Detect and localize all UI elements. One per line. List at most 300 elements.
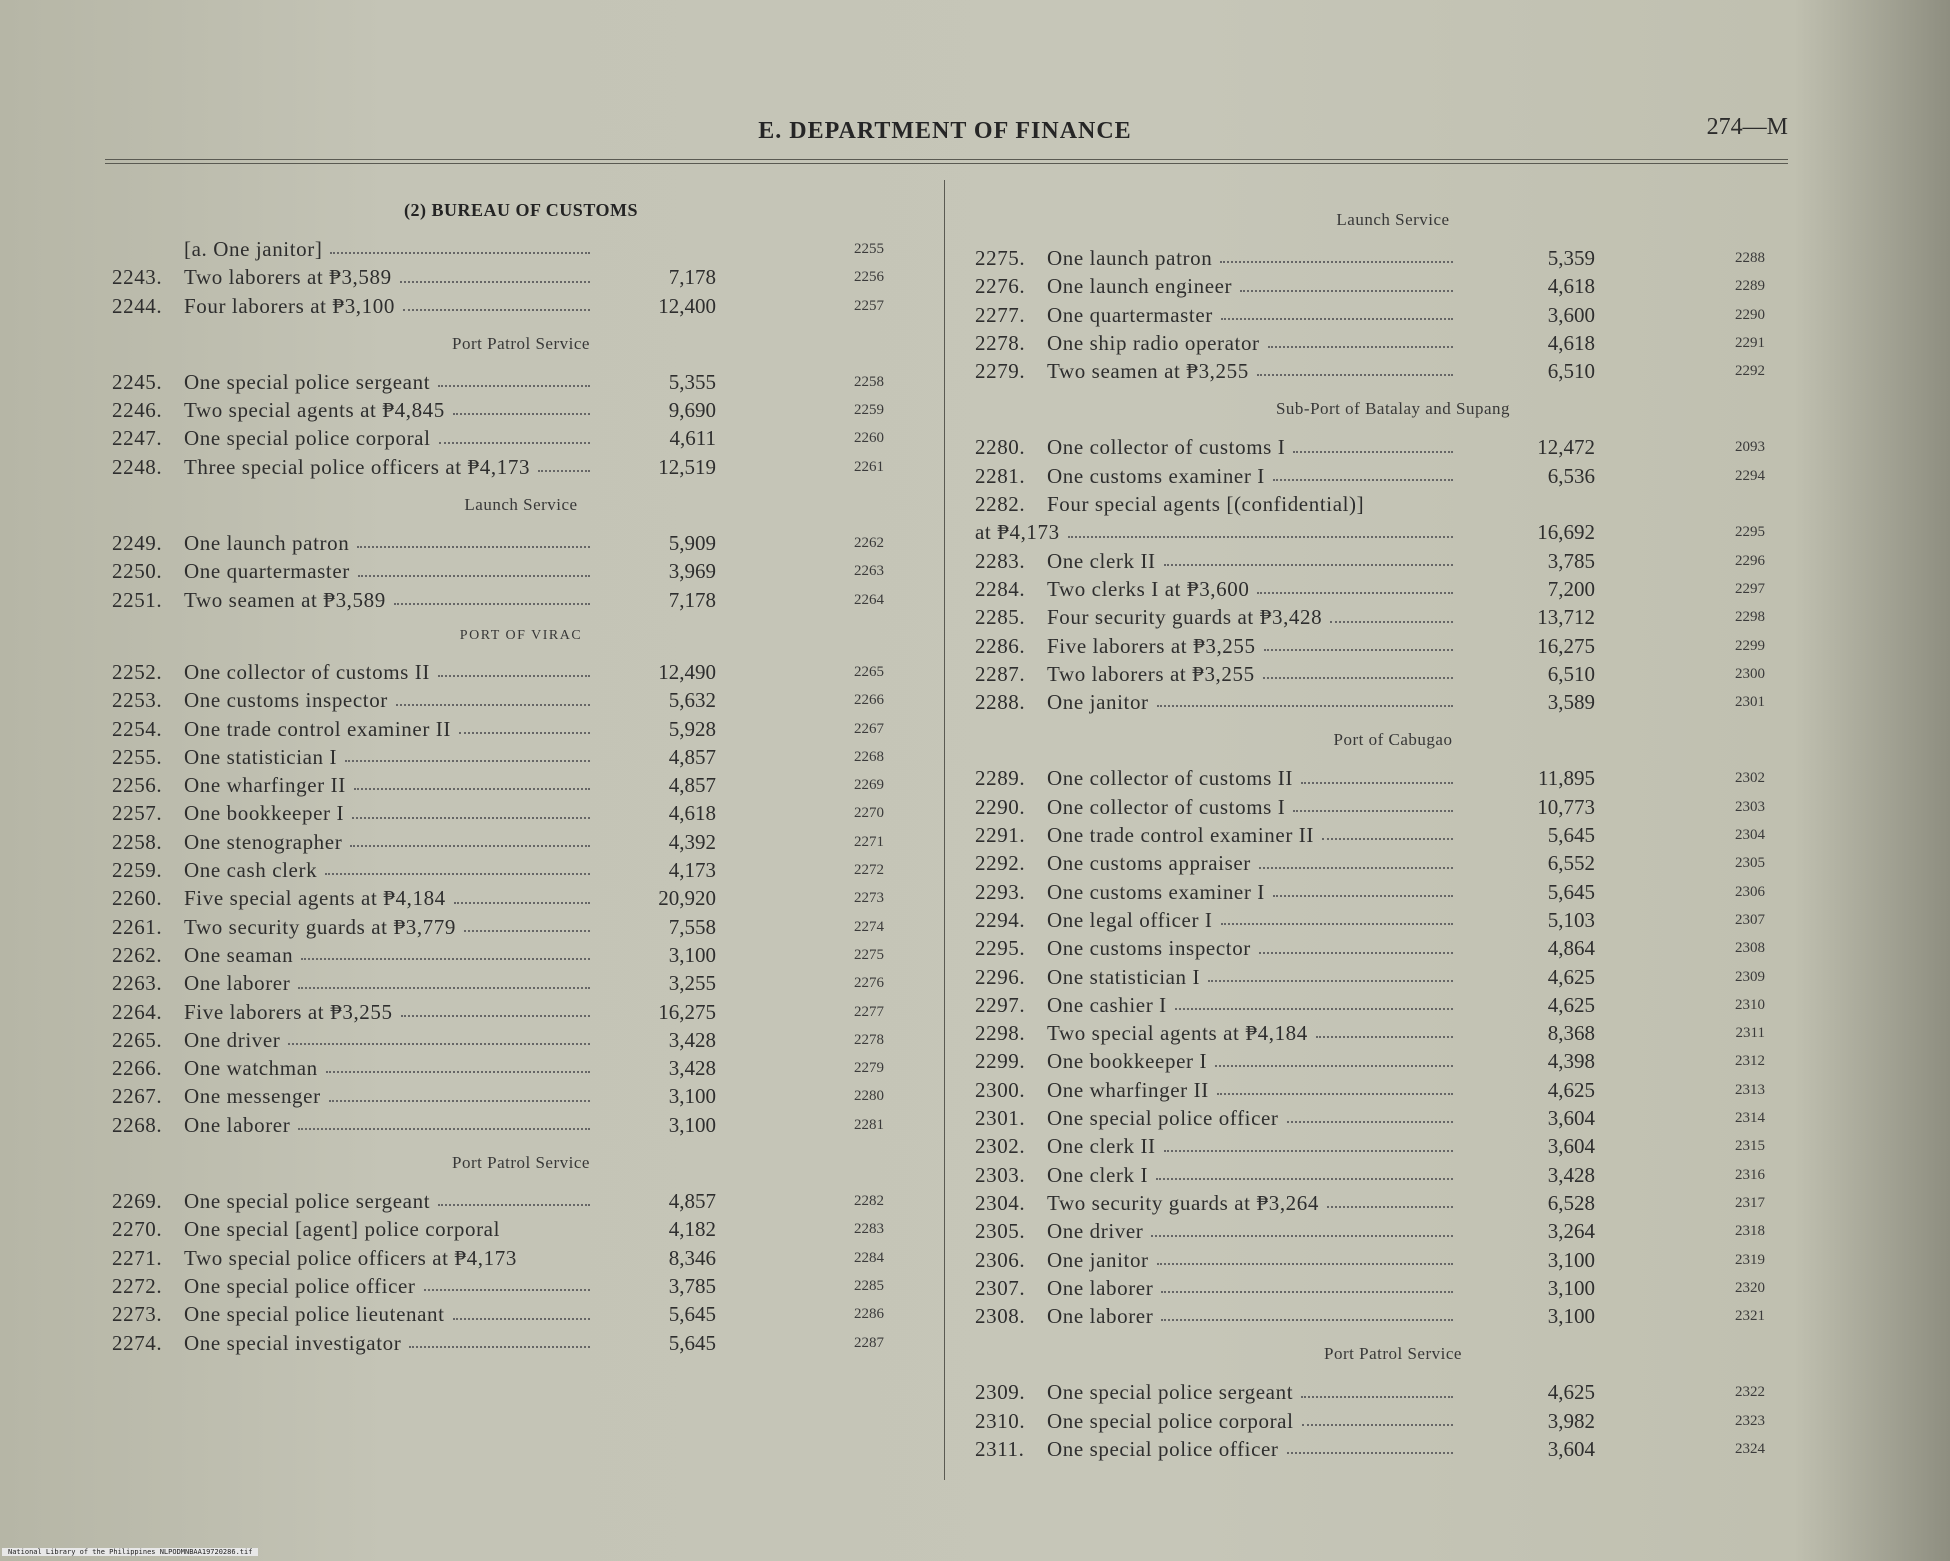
appropriation-row bbox=[112, 263, 930, 291]
dot-leader bbox=[352, 799, 590, 818]
item-description bbox=[975, 764, 1459, 792]
appropriation-row bbox=[112, 969, 930, 997]
item-amount: 12,490 bbox=[658, 659, 716, 684]
item-description bbox=[975, 518, 1459, 546]
item-text: One collector of customs I bbox=[1047, 794, 1286, 819]
item-text: One special police sergeant bbox=[184, 369, 431, 394]
dot-leader bbox=[396, 686, 590, 705]
item-amount: 12,519 bbox=[658, 454, 716, 479]
dot-leader bbox=[1273, 878, 1453, 897]
item-description bbox=[975, 1104, 1459, 1132]
appropriation-row bbox=[975, 547, 1811, 575]
dot-leader bbox=[508, 1215, 590, 1234]
appropriation-row bbox=[975, 603, 1811, 631]
item-number: 2309. bbox=[975, 1380, 1026, 1405]
item-reference-number: 2310 bbox=[1735, 996, 1765, 1013]
item-text: One customs inspector bbox=[1047, 936, 1251, 961]
item-number: 2246. bbox=[112, 398, 163, 423]
item-reference-number: 2292 bbox=[1735, 363, 1765, 380]
dot-leader bbox=[1068, 518, 1453, 537]
item-number: 2286. bbox=[975, 633, 1026, 658]
item-text: One trade control examiner II bbox=[184, 716, 451, 741]
item-text: One watchman bbox=[184, 1056, 318, 1081]
item-amount: 5,645 bbox=[668, 1330, 716, 1355]
item-number: 2265. bbox=[112, 1027, 163, 1052]
item-text: One customs appraiser bbox=[1047, 851, 1251, 876]
item-amount: 3,428 bbox=[1547, 1162, 1595, 1187]
item-number: 2285. bbox=[975, 605, 1026, 630]
item-reference-number: 2093 bbox=[1735, 439, 1765, 456]
item-description bbox=[112, 557, 596, 585]
item-number: 2296. bbox=[975, 964, 1026, 989]
dot-leader bbox=[400, 263, 590, 282]
section-heading: Port Patrol Service bbox=[1324, 1344, 1462, 1364]
dot-leader bbox=[1273, 462, 1453, 481]
dot-leader bbox=[1215, 1047, 1453, 1066]
dot-leader bbox=[288, 1026, 590, 1045]
item-number: 2306. bbox=[975, 1247, 1026, 1272]
item-description bbox=[112, 856, 596, 884]
item-text: One cash clerk bbox=[184, 858, 318, 883]
item-amount: 3,969 bbox=[668, 559, 716, 584]
dot-leader bbox=[409, 1329, 590, 1348]
item-description bbox=[975, 963, 1459, 991]
dot-leader bbox=[298, 1111, 590, 1130]
item-description bbox=[112, 1244, 596, 1272]
appropriation-row bbox=[975, 878, 1811, 906]
item-reference-number: 2306 bbox=[1735, 883, 1765, 900]
item-text: One special police lieutenant bbox=[184, 1302, 445, 1327]
item-reference-number: 2258 bbox=[854, 373, 884, 390]
appropriation-row bbox=[112, 1215, 930, 1243]
item-amount: 5,103 bbox=[1547, 907, 1595, 932]
appropriation-row bbox=[112, 998, 930, 1026]
item-reference-number: 2268 bbox=[854, 748, 884, 765]
item-number: 2264. bbox=[112, 999, 163, 1024]
item-reference-number: 2308 bbox=[1735, 940, 1765, 957]
appropriation-row bbox=[975, 1407, 1811, 1435]
item-description bbox=[975, 632, 1459, 660]
item-amount: 4,625 bbox=[1547, 992, 1595, 1017]
item-reference-number: 2264 bbox=[854, 591, 884, 608]
item-text: One special police corporal bbox=[184, 426, 431, 451]
item-description bbox=[975, 244, 1459, 272]
item-reference-number: 2313 bbox=[1735, 1081, 1765, 1098]
item-amount: 4,864 bbox=[1547, 936, 1595, 961]
item-amount: 8,346 bbox=[668, 1245, 716, 1270]
item-text: One customs inspector bbox=[184, 688, 388, 713]
appropriation-row bbox=[975, 462, 1811, 490]
item-number bbox=[112, 235, 184, 263]
item-number: 2279. bbox=[975, 359, 1026, 384]
item-number: 2250. bbox=[112, 559, 163, 584]
section-heading: (2) BUREAU OF CUSTOMS bbox=[403, 200, 638, 220]
item-reference-number: 2265 bbox=[854, 663, 884, 680]
appropriation-row bbox=[975, 906, 1811, 934]
item-number: 2288. bbox=[975, 690, 1026, 715]
item-number: 2255. bbox=[112, 744, 163, 769]
item-reference-number: 2315 bbox=[1735, 1138, 1765, 1155]
item-amount: 5,909 bbox=[668, 531, 716, 556]
page-number: 274—M bbox=[1706, 114, 1788, 140]
item-description bbox=[112, 771, 596, 799]
dot-leader bbox=[1208, 963, 1453, 982]
dot-leader bbox=[1372, 490, 1453, 509]
item-amount: 3,604 bbox=[1547, 1436, 1595, 1461]
item-description bbox=[975, 1274, 1459, 1302]
dot-leader bbox=[1259, 849, 1453, 868]
dot-leader bbox=[464, 913, 590, 932]
item-number: 2295. bbox=[975, 936, 1026, 961]
item-description bbox=[112, 743, 596, 771]
item-text: One special police officer bbox=[184, 1273, 416, 1298]
item-text: One legal officer I bbox=[1047, 907, 1213, 932]
appropriation-row bbox=[975, 329, 1811, 357]
item-number: 2257. bbox=[112, 801, 163, 826]
item-description bbox=[112, 453, 596, 481]
item-text: Five laborers at ₱3,255 bbox=[1047, 633, 1256, 658]
appropriation-row bbox=[112, 828, 930, 856]
dot-leader bbox=[301, 941, 590, 960]
item-amount: 3,982 bbox=[1547, 1408, 1595, 1433]
item-text: Five special agents at ₱4,184 bbox=[184, 886, 446, 911]
item-amount: 4,611 bbox=[669, 426, 716, 451]
dot-leader bbox=[1161, 1302, 1453, 1321]
item-text: One cashier I bbox=[1047, 992, 1167, 1017]
item-amount: 8,368 bbox=[1547, 1021, 1595, 1046]
item-text: One special police officer bbox=[1047, 1436, 1279, 1461]
dot-leader bbox=[424, 1272, 590, 1291]
dot-leader bbox=[1327, 1189, 1453, 1208]
item-description bbox=[975, 490, 1459, 518]
item-number: 2280. bbox=[975, 435, 1026, 460]
dot-leader bbox=[438, 1187, 590, 1206]
item-text: One special [agent] police corporal bbox=[184, 1217, 501, 1242]
item-number: 2294. bbox=[975, 907, 1026, 932]
appropriation-row bbox=[112, 292, 930, 320]
appropriation-row bbox=[975, 490, 1811, 518]
appropriation-row bbox=[112, 1300, 930, 1328]
appropriation-row bbox=[112, 1244, 930, 1272]
item-amount: 4,173 bbox=[668, 858, 716, 883]
item-reference-number: 2271 bbox=[854, 833, 884, 850]
item-text: Two clerks I at ₱3,600 bbox=[1047, 576, 1250, 601]
item-amount: 3,604 bbox=[1547, 1134, 1595, 1159]
dot-leader bbox=[403, 292, 590, 311]
page-title: E. DEPARTMENT OF FINANCE bbox=[758, 118, 1132, 144]
item-amount bbox=[596, 235, 716, 263]
item-description bbox=[112, 586, 596, 614]
item-description bbox=[975, 1019, 1459, 1047]
item-number: 2258. bbox=[112, 829, 163, 854]
dot-leader bbox=[1287, 1104, 1453, 1123]
header-rule-bottom bbox=[105, 163, 1788, 164]
item-number: 2302. bbox=[975, 1134, 1026, 1159]
item-text: One laborer bbox=[1047, 1275, 1154, 1300]
item-description bbox=[975, 462, 1459, 490]
item-reference-number: 2324 bbox=[1735, 1440, 1765, 1457]
item-description bbox=[112, 799, 596, 827]
item-description bbox=[112, 686, 596, 714]
item-number: 2281. bbox=[975, 463, 1026, 488]
dot-leader bbox=[325, 856, 590, 875]
dot-leader bbox=[1161, 1274, 1453, 1293]
item-reference-number: 2320 bbox=[1735, 1279, 1765, 1296]
appropriation-row bbox=[112, 235, 930, 263]
item-reference-number: 2263 bbox=[854, 563, 884, 580]
section-heading: Port Patrol Service bbox=[452, 1153, 590, 1173]
item-number: 2283. bbox=[975, 548, 1026, 573]
item-description bbox=[112, 263, 596, 291]
appropriation-row bbox=[975, 575, 1811, 603]
dot-leader bbox=[298, 969, 590, 988]
dot-leader bbox=[357, 529, 590, 548]
appropriation-row bbox=[975, 793, 1811, 821]
item-amount: 3,589 bbox=[1547, 690, 1595, 715]
item-description bbox=[975, 575, 1459, 603]
appropriation-row bbox=[112, 1111, 930, 1139]
item-reference-number: 2323 bbox=[1735, 1412, 1765, 1429]
item-amount: 3,785 bbox=[1547, 548, 1595, 573]
item-amount: 5,645 bbox=[668, 1302, 716, 1327]
dot-leader bbox=[1221, 301, 1453, 320]
dot-leader bbox=[1263, 660, 1453, 679]
section-heading: Launch Service bbox=[464, 495, 578, 515]
dot-leader bbox=[1217, 1076, 1453, 1095]
item-text: One messenger bbox=[184, 1084, 321, 1109]
dot-leader bbox=[1175, 991, 1453, 1010]
item-amount: 3,100 bbox=[668, 1084, 716, 1109]
item-reference-number: 2317 bbox=[1735, 1194, 1765, 1211]
item-amount: 12,400 bbox=[658, 293, 716, 318]
dot-leader bbox=[1221, 906, 1453, 925]
item-reference-number: 2295 bbox=[1735, 524, 1765, 541]
appropriation-row bbox=[112, 1026, 930, 1054]
item-description bbox=[112, 1329, 596, 1357]
dot-leader bbox=[525, 1244, 590, 1263]
appropriation-row bbox=[975, 1302, 1811, 1330]
item-text: One launch patron bbox=[1047, 246, 1213, 270]
item-text: One laborer bbox=[1047, 1304, 1154, 1329]
item-number: 2275. bbox=[975, 246, 1026, 270]
item-number: 2244. bbox=[112, 293, 163, 318]
item-number: 2266. bbox=[112, 1056, 163, 1081]
item-number: 2268. bbox=[112, 1112, 163, 1137]
item-reference-number: 2291 bbox=[1735, 334, 1765, 351]
item-number: 2303. bbox=[975, 1162, 1026, 1187]
item-amount: 6,552 bbox=[1547, 851, 1595, 876]
item-number: 2287. bbox=[975, 661, 1026, 686]
item-text: One collector of customs II bbox=[1047, 766, 1293, 791]
item-number: 2304. bbox=[975, 1190, 1026, 1215]
item-number: 2282. bbox=[975, 492, 1026, 517]
item-text: One wharfinger II bbox=[1047, 1077, 1209, 1102]
item-number: 2308. bbox=[975, 1304, 1026, 1329]
item-amount: 13,712 bbox=[1537, 605, 1595, 630]
item-text: One laborer bbox=[184, 971, 291, 996]
item-text: One launch patron bbox=[184, 531, 350, 556]
item-amount: 3,100 bbox=[1547, 1275, 1595, 1300]
item-amount: 7,178 bbox=[668, 587, 716, 612]
item-text: Two special agents at ₱4,845 bbox=[184, 398, 445, 423]
item-text: Two laborers at ₱3,589 bbox=[184, 265, 392, 290]
appropriation-row bbox=[975, 1246, 1811, 1274]
dot-leader bbox=[438, 368, 590, 387]
item-number: 2310. bbox=[975, 1408, 1026, 1433]
header-rule-top bbox=[105, 159, 1788, 160]
item-number: 2269. bbox=[112, 1189, 163, 1214]
item-text: One driver bbox=[184, 1027, 281, 1052]
dot-leader bbox=[538, 453, 590, 472]
item-reference-number: 2277 bbox=[854, 1003, 884, 1020]
item-reference-number: 2273 bbox=[854, 890, 884, 907]
item-description bbox=[112, 1111, 596, 1139]
appropriation-row bbox=[112, 743, 930, 771]
item-reference-number: 2284 bbox=[854, 1249, 884, 1266]
item-number: 2261. bbox=[112, 914, 163, 939]
item-text: One clerk II bbox=[1047, 1134, 1156, 1159]
item-description bbox=[975, 603, 1459, 631]
dot-leader bbox=[1322, 821, 1453, 840]
item-amount: 3,100 bbox=[668, 1112, 716, 1137]
item-number: 2291. bbox=[975, 823, 1026, 848]
item-amount: 3,785 bbox=[668, 1273, 716, 1298]
appropriation-row bbox=[975, 1217, 1811, 1245]
dot-leader bbox=[1257, 357, 1453, 376]
item-reference-number: 2319 bbox=[1735, 1251, 1765, 1268]
item-text: Two seamen at ₱3,589 bbox=[184, 587, 386, 612]
item-number: 2274. bbox=[112, 1330, 163, 1355]
item-reference-number: 2275 bbox=[854, 946, 884, 963]
item-description bbox=[112, 998, 596, 1026]
item-amount: 11,895 bbox=[1538, 766, 1595, 791]
item-description bbox=[112, 1187, 596, 1215]
item-reference-number: 2261 bbox=[854, 458, 884, 475]
appropriation-row bbox=[975, 272, 1811, 300]
appropriation-row bbox=[112, 941, 930, 969]
item-reference-number: 2321 bbox=[1735, 1308, 1765, 1325]
appropriation-row bbox=[112, 529, 930, 557]
appropriation-row bbox=[975, 632, 1811, 660]
dot-leader bbox=[454, 884, 590, 903]
item-number: 2276. bbox=[975, 274, 1026, 299]
dot-leader bbox=[1220, 244, 1453, 263]
item-reference-number: 2286 bbox=[854, 1306, 884, 1323]
item-number: 2259. bbox=[112, 858, 163, 883]
item-number: 2290. bbox=[975, 794, 1026, 819]
item-number: 2273. bbox=[112, 1302, 163, 1327]
item-description bbox=[975, 878, 1459, 906]
scan-footer: National Library of the Philippines NLPODMNBAA19720286.tif bbox=[2, 1548, 258, 1556]
item-description bbox=[975, 272, 1459, 300]
item-reference-number: 2307 bbox=[1735, 911, 1765, 928]
appropriation-row bbox=[112, 1272, 930, 1300]
item-reference-number: 2296 bbox=[1735, 552, 1765, 569]
item-reference-number: 2285 bbox=[854, 1277, 884, 1294]
item-reference-number: 2288 bbox=[1735, 250, 1765, 266]
item-text: Four security guards at ₱3,428 bbox=[1047, 605, 1323, 630]
item-amount: 9,690 bbox=[668, 398, 716, 423]
appropriation-row bbox=[975, 433, 1811, 461]
item-text: Five laborers at ₱3,255 bbox=[184, 999, 393, 1024]
item-amount: 12,472 bbox=[1537, 435, 1595, 460]
item-description bbox=[112, 292, 596, 320]
item-text: Two security guards at ₱3,779 bbox=[184, 914, 456, 939]
appropriation-row bbox=[975, 1189, 1811, 1217]
item-reference-number: 2314 bbox=[1735, 1110, 1765, 1127]
item-reference-number: 2322 bbox=[1735, 1384, 1765, 1401]
dot-leader bbox=[326, 1054, 590, 1073]
item-amount: 4,618 bbox=[1547, 274, 1595, 299]
item-amount: 3,100 bbox=[1547, 1304, 1595, 1329]
item-reference-number: 2287 bbox=[854, 1334, 884, 1351]
item-amount: 3,100 bbox=[668, 942, 716, 967]
appropriation-row bbox=[975, 244, 1811, 272]
item-reference-number bbox=[1595, 490, 1765, 518]
item-number: 2270. bbox=[112, 1217, 163, 1242]
item-number: 2249. bbox=[112, 531, 163, 556]
item-amount: 3,428 bbox=[668, 1056, 716, 1081]
left-column bbox=[112, 196, 930, 1357]
appropriation-row bbox=[975, 301, 1811, 329]
item-text: One customs examiner I bbox=[1047, 879, 1265, 904]
item-description bbox=[112, 658, 596, 686]
item-description bbox=[975, 793, 1459, 821]
item-description bbox=[112, 1082, 596, 1110]
item-reference-number: 2312 bbox=[1735, 1053, 1765, 1070]
item-text: [a. One janitor] bbox=[184, 237, 323, 261]
item-amount: 5,928 bbox=[668, 716, 716, 741]
appropriation-row bbox=[975, 1104, 1811, 1132]
item-text: Four laborers at ₱3,100 bbox=[184, 293, 395, 318]
appropriation-row bbox=[975, 1378, 1811, 1406]
dot-leader bbox=[1157, 1246, 1453, 1265]
item-number: 2251. bbox=[112, 587, 163, 612]
item-text: at ₱4,173 bbox=[975, 520, 1060, 545]
dot-leader bbox=[1268, 329, 1453, 348]
appropriation-row bbox=[112, 715, 930, 743]
item-text: One special investigator bbox=[184, 1330, 402, 1355]
appropriation-row bbox=[112, 1082, 930, 1110]
item-reference-number: 2300 bbox=[1735, 665, 1765, 682]
item-description bbox=[112, 368, 596, 396]
item-description bbox=[975, 433, 1459, 461]
item-amount: 3,600 bbox=[1547, 302, 1595, 327]
item-number: 2262. bbox=[112, 942, 163, 967]
item-amount: 4,398 bbox=[1547, 1049, 1595, 1074]
item-amount: 4,625 bbox=[1547, 1380, 1595, 1405]
item-reference-number: 2316 bbox=[1735, 1166, 1765, 1183]
appropriation-row bbox=[975, 963, 1811, 991]
dot-leader bbox=[1293, 793, 1453, 812]
item-text: One janitor bbox=[1047, 1247, 1149, 1272]
item-amount: 7,200 bbox=[1547, 576, 1595, 601]
dot-leader bbox=[1240, 272, 1453, 291]
item-description bbox=[975, 688, 1459, 716]
item-reference-number: 2276 bbox=[854, 975, 884, 992]
item-number: 2248. bbox=[112, 454, 163, 479]
item-amount: 3,255 bbox=[668, 971, 716, 996]
item-description bbox=[975, 1189, 1459, 1217]
item-description bbox=[112, 913, 596, 941]
item-description bbox=[975, 849, 1459, 877]
item-reference-number: 2259 bbox=[854, 402, 884, 419]
item-description bbox=[975, 357, 1459, 385]
item-reference-number: 2274 bbox=[854, 918, 884, 935]
appropriation-row bbox=[975, 1435, 1811, 1463]
item-reference-number: 2290 bbox=[1735, 306, 1765, 323]
item-text: One launch engineer bbox=[1047, 274, 1233, 299]
